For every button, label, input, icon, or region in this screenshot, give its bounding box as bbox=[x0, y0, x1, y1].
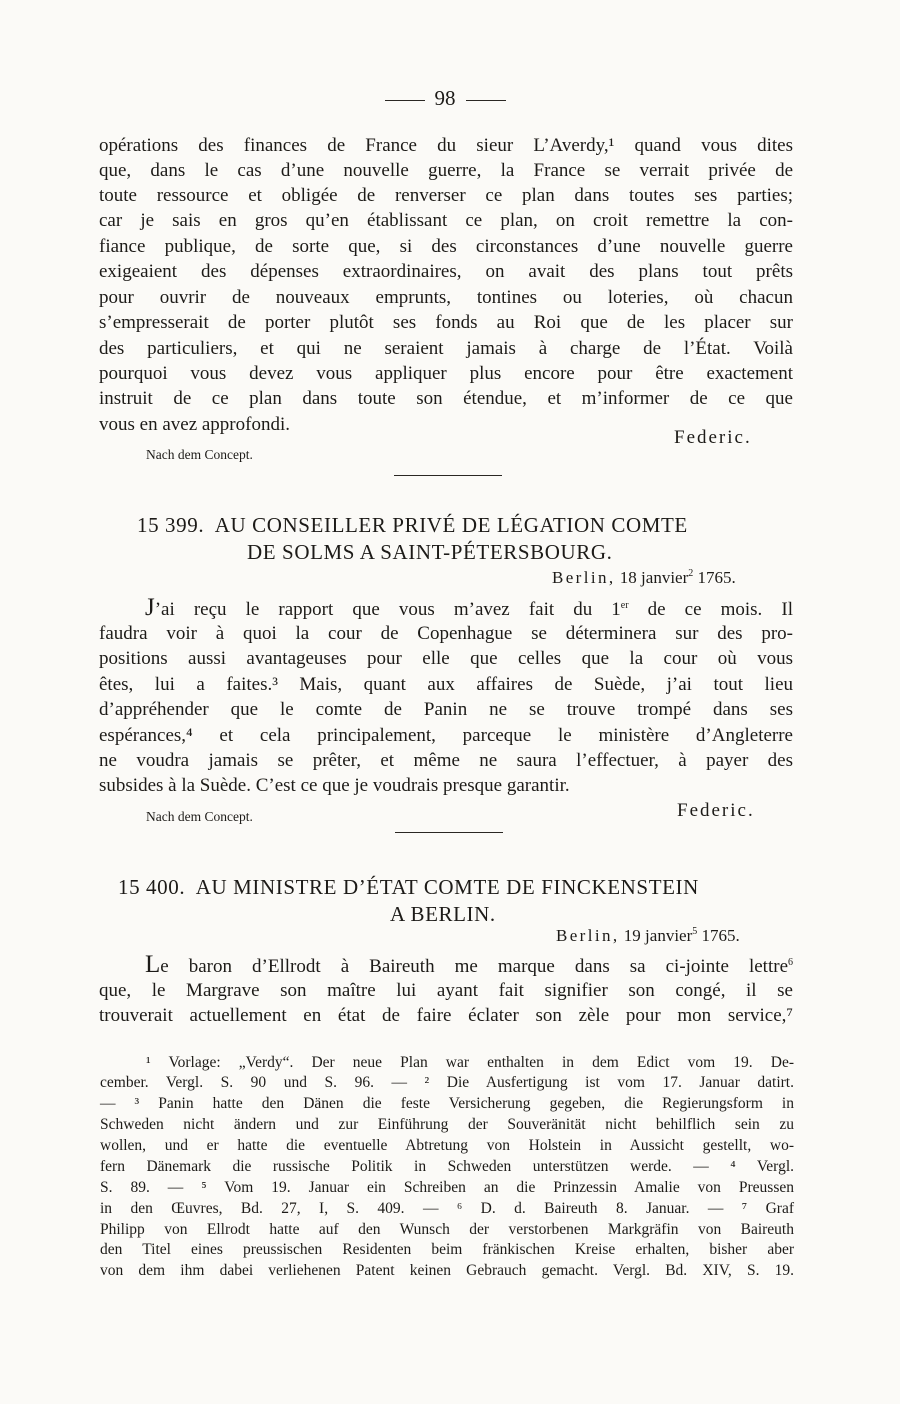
section-divider bbox=[394, 475, 502, 476]
text-line: exigeaient des dépenses extraordinaires, on avait des plans tout prêts bbox=[99, 261, 793, 282]
date-year: 1765. bbox=[697, 568, 736, 587]
text-line: que, dans le cas d’une nouvelle guerre, la France se verrait privée de bbox=[99, 160, 793, 181]
text-line: trouverait actuellement en état de faire éclater son zèle pour mon service,⁷ bbox=[99, 1005, 793, 1026]
letter-heading bbox=[118, 875, 699, 900]
text-line: instruit de ce plan dans toute son étendue, et m’informer de ce que bbox=[99, 388, 793, 409]
text-line: des particuliers, et qui ne seraient jamais à charge de l’État. Voilà bbox=[99, 338, 793, 359]
text-line: vous en avez approfondi. bbox=[99, 414, 290, 435]
page-number bbox=[372, 86, 518, 111]
date-text: 19 janvier bbox=[623, 926, 693, 945]
text-line: positions aussi avantageuses pour elle que celles que la cour où vous bbox=[99, 648, 793, 669]
letter-heading bbox=[137, 513, 688, 538]
footnote-line: von dem ihm dabei verliehenen Patent keinen Gebrauch gemacht. Vergl. Bd. XIV, S. 19. bbox=[100, 1262, 794, 1279]
footnote-line: wollen, und er hatte die eventuelle Abtretung von Holstein in Aussicht gestellt, wo- bbox=[100, 1137, 794, 1154]
footnote-line: Schweden nicht ändern und zur Einführung der Souveränität nicht behilflich sein zu bbox=[100, 1116, 794, 1133]
letter-heading-line: AU MINISTRE D’ÉTAT COMTE DE FINCKENSTEIN bbox=[195, 875, 699, 899]
letter-number: 15 399. bbox=[137, 513, 205, 537]
footnote-line: S. 89. — ⁵ Vom 19. Januar ein Schreiben an die Prinzessin Amalie von Preussen bbox=[100, 1179, 794, 1196]
text-span: ’ai reçu le rapport que vous m’avez fait du bbox=[154, 599, 612, 620]
footnote-line: fern Dänemark die russische Politik in Schweden unterstützen werde. — ⁴ Vergl. bbox=[100, 1158, 794, 1175]
text-line: pourquoi vous devez vous appliquer plus encore pour être exactement bbox=[99, 363, 793, 384]
footnote-line: ¹ Vorlage: „Verdy“. Der neue Plan war enthalten in dem Edict vom 19. De- bbox=[146, 1054, 794, 1071]
text-line: faudra voir à quoi la cour de Copenhague se déterminera sur des pro- bbox=[99, 623, 793, 644]
signature: Federic. bbox=[677, 800, 755, 821]
page-number-text: 98 bbox=[434, 86, 456, 110]
section-divider bbox=[395, 832, 503, 833]
text-span: de ce mois. Il bbox=[628, 599, 793, 620]
letter-number: 15 400. bbox=[118, 875, 186, 899]
letter-date bbox=[552, 568, 736, 588]
text-line bbox=[145, 952, 793, 979]
text-line: subsides à la Suède. C’est ce que je voudrais presque garantir. bbox=[99, 775, 570, 796]
text-line: espérances,⁴ et cela principalement, parceque le ministère d’Angleterre bbox=[99, 725, 793, 746]
text-line: fiance publique, de sorte que, si des circonstances d’une nouvelle guerre bbox=[99, 236, 793, 257]
text-span: 1 bbox=[611, 599, 621, 620]
page-number-dash-left bbox=[385, 100, 425, 101]
letter-date bbox=[556, 926, 740, 946]
text-line: s’empresserait de porter plutôt ses fonds au Roi que de les placer sur bbox=[99, 312, 793, 333]
text-line: que, le Margrave son maître lui ayant fait signifier son congé, il se bbox=[99, 980, 793, 1001]
initial-letter: L bbox=[145, 951, 161, 978]
date-place: Berlin, bbox=[556, 926, 620, 945]
footnote-line: in den Œuvres, Bd. 27, I, S. 409. — ⁶ D. d. Baireuth 8. Januar. — ⁷ Graf bbox=[100, 1200, 794, 1217]
ordinal-suffix: er bbox=[620, 600, 629, 611]
text-line: êtes, lui a faites.³ Mais, quant aux affaires de Suède, j’ai tout lieu bbox=[99, 674, 793, 695]
text-line: toute ressource et obligée de renverser ce plan dans toutes ses parties; bbox=[99, 185, 793, 206]
footnote-line: cember. Vergl. S. 90 und S. 96. — ² Die Ausfertigung ist vom 17. Januar datirt. bbox=[100, 1074, 794, 1091]
letter-heading-line: DE SOLMS A SAINT-PÉTERSBOURG. bbox=[247, 540, 613, 564]
footnote-line: — ³ Panin hatte den Dänen die feste Versicherung gegeben, die Regierungsform in bbox=[100, 1095, 794, 1112]
footnote-line: Philipp von Ellrodt hatte auf den Wunsch der verstorbenen Markgräfin von Baireuth bbox=[100, 1221, 794, 1238]
date-place: Berlin, bbox=[552, 568, 616, 587]
text-line: ne voudra jamais se prêter, et même ne saura l’effectuer, à payer des bbox=[99, 750, 793, 771]
footnote-line: den Titel eines preussischen Residenten beim fränkischen Kreise erhalten, bisher aber bbox=[100, 1241, 794, 1258]
date-text: 18 janvier bbox=[619, 568, 689, 587]
text-line: car je sais en gros qu’en établissant ce plan, on croit remettre la con- bbox=[99, 210, 793, 231]
source-note: Nach dem Concept. bbox=[146, 447, 253, 462]
signature: Federic. bbox=[674, 427, 752, 448]
footnote-ref: 2 bbox=[688, 568, 694, 579]
letter-heading-line: AU CONSEILLER PRIVÉ DE LÉGATION COMTE bbox=[214, 513, 688, 537]
source-note: Nach dem Concept. bbox=[146, 809, 253, 824]
text-line: pour ouvrir de nouveaux emprunts, tontines ou loteries, où chacun bbox=[99, 287, 793, 308]
letter-heading-line: A BERLIN. bbox=[390, 902, 496, 926]
page-number-dash-right bbox=[466, 100, 506, 101]
initial-letter: J bbox=[145, 594, 155, 621]
footnote-ref: 6 bbox=[788, 957, 793, 968]
footnote-ref: 5 bbox=[692, 926, 698, 937]
text-line bbox=[145, 595, 793, 622]
text-span: e baron d’Ellrodt à Baireuth me marque dans sa ci-jointe lettre bbox=[160, 956, 788, 977]
text-line: opérations des finances de France du sieur L’Averdy,¹ quand vous dites bbox=[99, 135, 793, 156]
text-line: d’appréhender que le comte de Panin ne se trouve trompé dans ses bbox=[99, 699, 793, 720]
date-year: 1765. bbox=[701, 926, 740, 945]
